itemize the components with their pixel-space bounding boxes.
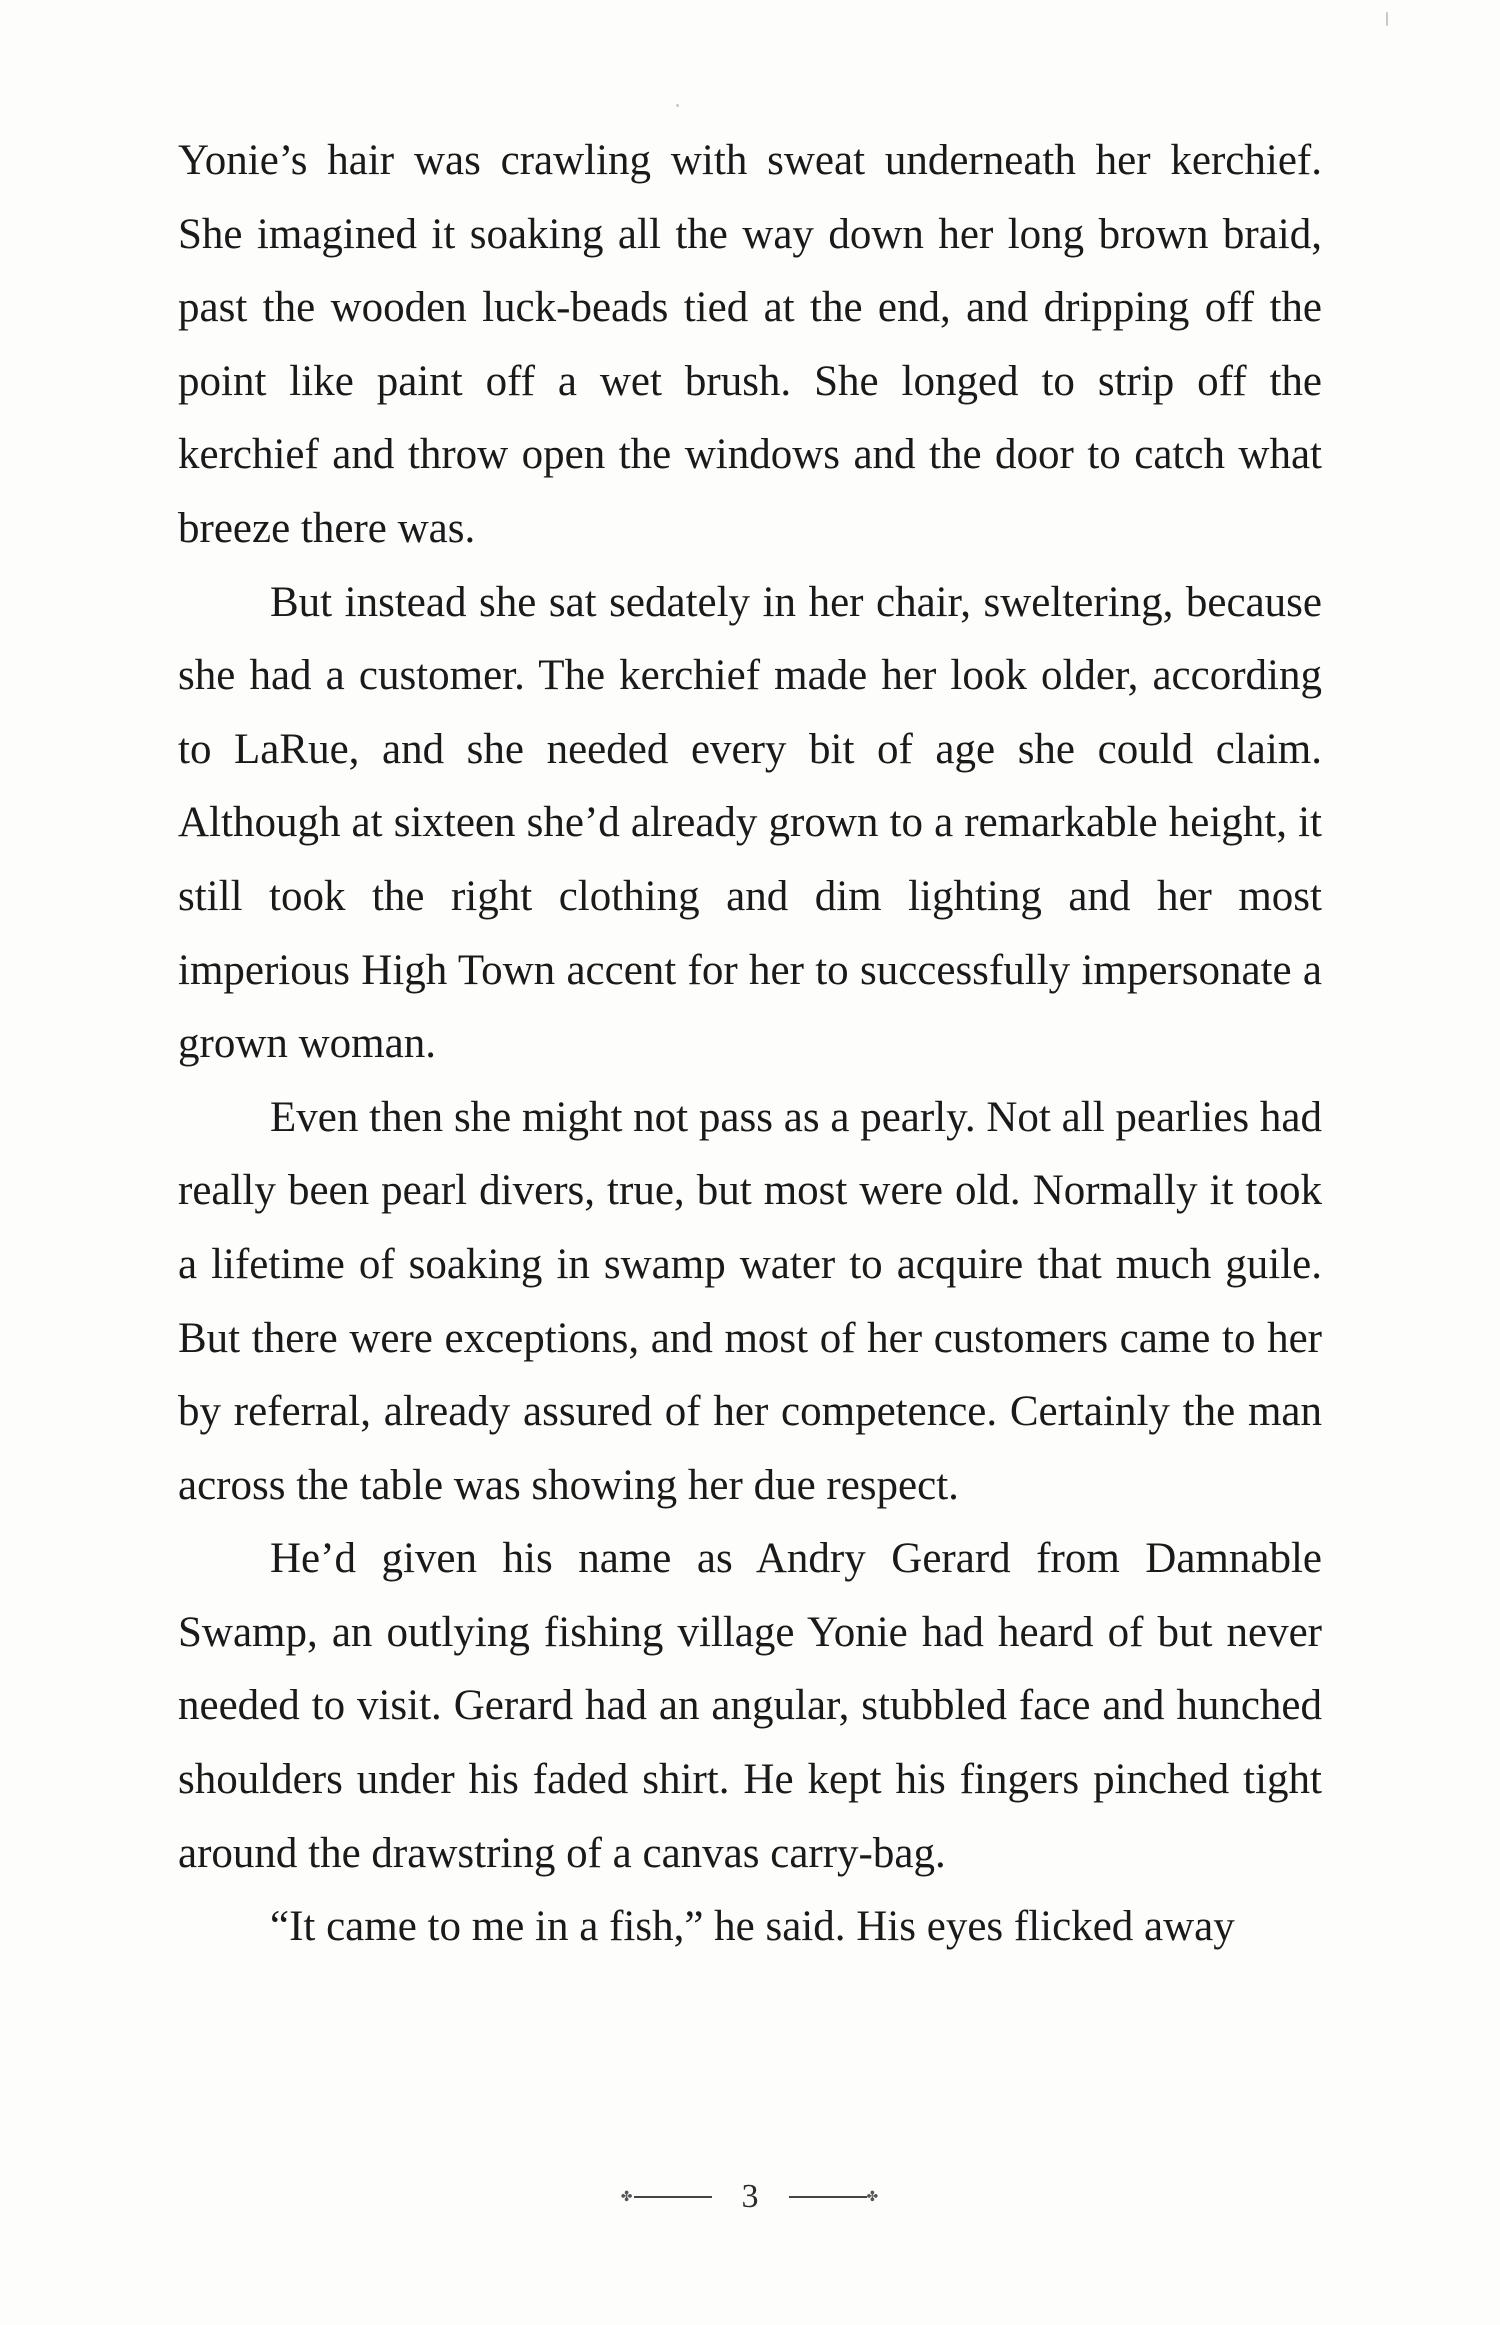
paragraph-3: Even then she might not pass as a pearly. Not all pearlies had really been pearl divers, true, but most were old. Normally it took a lifetime of soaking in swamp water to acquire that much guile. But there were exceptions, and most of her customers came to her by referral, already assured of her competence. Certainly the man across the table was showing her due respect.: [178, 1093, 1322, 1509]
paragraph-1: Yonie’s hair was crawling with sweat underneath her kerchief. She imagined it soaking all the way down her long brown braid, past the wooden luck-beads tied at the end, and dripping off the point like paint off a wet brush. She longed to strip off the kerchief and throw open the windows and the door to catch what breeze there was.: [178, 137, 1322, 552]
paragraph-4: He’d given his name as Andry Gerard from Damnable Swamp, an outlying fishing village Yonie had heard of but never needed to visit. Gerard had an angular, stubbled face and hunched shoulders under his faded shirt. He kept his fingers pinched tight around the drawstring of a canvas carry-bag.: [178, 1535, 1322, 1877]
left-ornament-icon: ✤: [621, 2189, 712, 2206]
paragraph-5: “It came to me in a fish,” he said. His eyes flicked away: [270, 1903, 1235, 1951]
paragraph-2: But instead she sat sedately in her chair, sweltering, because she had a customer. The kerchief made her look older, according to LaRue, and she needed every bit of age she could claim. Although at sixteen she’d already grown to a remarkable height, it still took the right clothing and dim lighting and her most imperious High Town accent for her to successfully impersonate a grown woman.: [178, 578, 1322, 1068]
body-text: [178, 124, 1322, 1964]
page-footer: [0, 2178, 1500, 2216]
right-ornament-icon: ✤: [789, 2189, 880, 2206]
page-number: 3: [741, 2178, 759, 2215]
paper-speck: [676, 104, 679, 107]
paper-speck: [1386, 12, 1388, 26]
